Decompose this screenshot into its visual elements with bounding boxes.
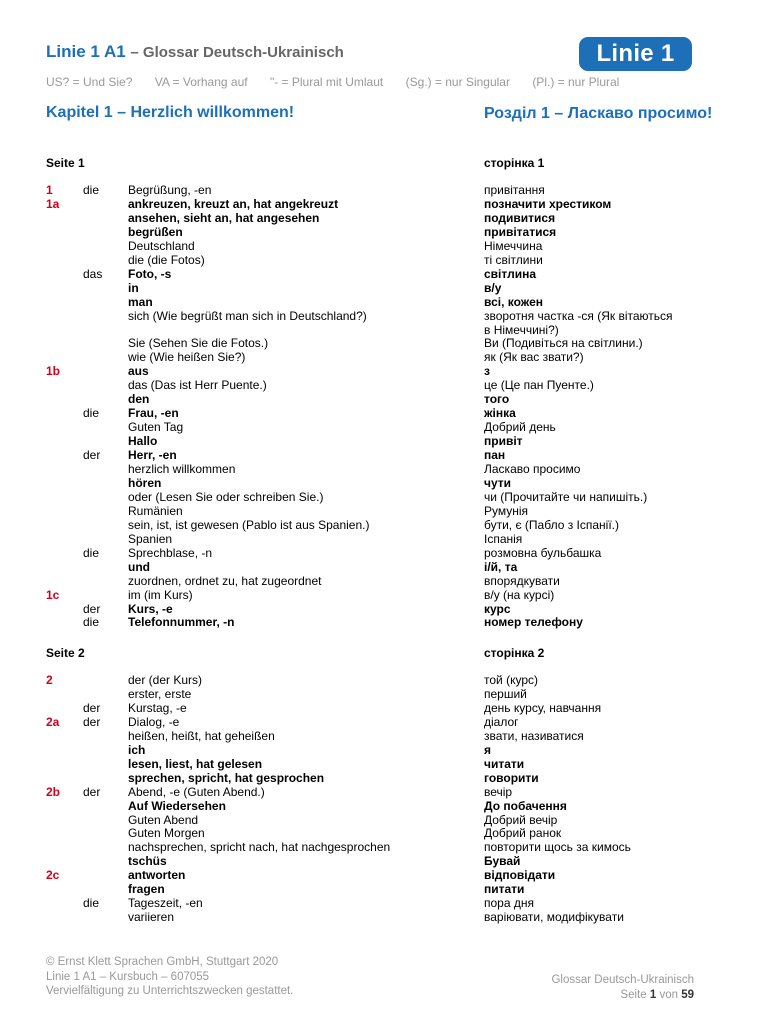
entry-german: herzlich willkommen bbox=[128, 462, 236, 476]
entry-german: aus bbox=[128, 364, 149, 379]
entry-german: das (Das ist Herr Puente.) bbox=[128, 378, 267, 393]
glossary-entry bbox=[0, 225, 768, 239]
section-heading-german: Seite 1 bbox=[46, 156, 85, 170]
entry-ukrainian: впорядкувати bbox=[484, 573, 560, 588]
entry-ukrainian: курс bbox=[484, 601, 511, 616]
entry-article: die bbox=[83, 183, 100, 197]
glossary-entry bbox=[0, 350, 768, 364]
glossary-entry bbox=[0, 434, 768, 448]
footer-title: Glossar Deutsch-Ukrainisch bbox=[551, 974, 694, 986]
glossary-entry bbox=[0, 211, 768, 225]
entry-german: die (die Fotos) bbox=[128, 252, 205, 267]
glossary-entry bbox=[0, 364, 768, 378]
entry-german: zuordnen, ordnet zu, hat zugeordnet bbox=[128, 573, 322, 588]
entry-german: man bbox=[128, 294, 153, 309]
glossary-entry bbox=[0, 771, 768, 785]
glossary-entry bbox=[0, 826, 768, 840]
entry-ukrainian: це (Це пан Пуенте.) bbox=[484, 378, 594, 393]
glossary-entry bbox=[0, 574, 768, 588]
chapter-title-german: Kapitel 1 – Herzlich willkommen! bbox=[46, 104, 295, 121]
section-heading-ukrainian: сторінка 2 bbox=[484, 646, 545, 660]
entry-german: variieren bbox=[128, 910, 175, 925]
glossary-entry bbox=[0, 854, 768, 868]
glossary-entry bbox=[0, 281, 768, 295]
entry-number: 2c bbox=[46, 868, 60, 883]
entry-german: Dialog, -e bbox=[128, 714, 180, 729]
entry-ukrainian: в/у bbox=[484, 280, 502, 295]
entry-german: begrüßen bbox=[128, 224, 183, 239]
legend-item: VA = Vorhang auf bbox=[154, 75, 248, 89]
entry-ukrainian: Румунія bbox=[484, 503, 529, 518]
entry-german: Sie (Sehen Sie die Fotos.) bbox=[128, 336, 269, 351]
entry-article: die bbox=[83, 896, 100, 911]
entry-ukrainian: привіт bbox=[484, 434, 523, 449]
page-footer bbox=[551, 973, 694, 1002]
glossary-entry bbox=[0, 420, 768, 434]
entry-ukrainian: і/й, та bbox=[484, 559, 518, 574]
entry-ukrainian: чи (Прочитайте чи напишіть.) bbox=[484, 489, 648, 504]
entry-article: das bbox=[83, 266, 103, 281]
entry-ukrainian: розмовна бульбашка bbox=[484, 545, 602, 560]
entry-article: der bbox=[83, 601, 101, 616]
glossary-entry bbox=[0, 308, 768, 337]
entry-article: der bbox=[83, 714, 101, 729]
entry-article: der bbox=[83, 784, 101, 799]
entry-german: sprechen, spricht, hat gesprochen bbox=[128, 770, 325, 785]
legend-item: (Pl.) = nur Plural bbox=[532, 75, 620, 89]
entry-ukrainian: питати bbox=[484, 882, 525, 897]
glossary-entry bbox=[0, 490, 768, 504]
glossary-entry bbox=[0, 757, 768, 771]
entry-ukrainian: Іспанія bbox=[484, 531, 523, 546]
entry-ukrainian: відповідати bbox=[484, 868, 556, 883]
glossary-entry bbox=[0, 336, 768, 350]
entry-ukrainian: того bbox=[484, 392, 510, 407]
entry-ukrainian: пора дня bbox=[484, 896, 534, 911]
glossary-entry bbox=[0, 476, 768, 490]
entry-german: Hallo bbox=[128, 434, 158, 449]
entry-ukrainian: варіювати, модифікувати bbox=[484, 910, 624, 925]
entry-german: den bbox=[128, 392, 150, 407]
entry-ukrainian: повторити щось за кимось bbox=[484, 840, 631, 855]
entry-ukrainian: перший bbox=[484, 686, 527, 701]
entry-ukrainian: говорити bbox=[484, 770, 539, 785]
entry-ukrainian: той (курс) bbox=[484, 673, 538, 687]
entry-number: 2a bbox=[46, 714, 60, 729]
entry-german: Telefonnummer, -n bbox=[128, 615, 235, 630]
entry-german: Auf Wiedersehen bbox=[128, 798, 226, 813]
linie-1-logo: Linie 1 bbox=[579, 37, 692, 71]
glossary-entry bbox=[0, 729, 768, 743]
entry-ukrainian: зворотня частка -ся (Як вітаються bbox=[484, 308, 673, 323]
entry-ukrainian: день курсу, навчання bbox=[484, 700, 602, 715]
glossary-entry bbox=[0, 896, 768, 910]
entry-ukrainian: Добрий ранок bbox=[484, 826, 562, 841]
entry-ukrainian: привітання bbox=[484, 183, 545, 197]
glossary-entry bbox=[0, 868, 768, 882]
glossary-entry bbox=[0, 183, 768, 197]
entry-ukrainian: читати bbox=[484, 756, 525, 771]
glossary-entry bbox=[0, 615, 768, 629]
entry-german: Kurstag, -e bbox=[128, 700, 187, 715]
entry-ukrainian: До побачення bbox=[484, 798, 567, 813]
entry-german: Begrüßung, -en bbox=[128, 183, 212, 197]
legend-item: "- = Plural mit Umlaut bbox=[269, 75, 384, 89]
glossary-entry bbox=[0, 785, 768, 799]
glossary-entry bbox=[0, 392, 768, 406]
entry-german: oder (Lesen Sie oder schreiben Sie.) bbox=[128, 489, 324, 504]
entry-ukrainian: жінка bbox=[484, 406, 516, 421]
reproduction-note: Vervielfältigung zu Unterrichtszwecken gestattet. bbox=[46, 985, 294, 997]
glossary-entry bbox=[0, 197, 768, 211]
glossary-entry bbox=[0, 448, 768, 462]
entry-german: Tageszeit, -en bbox=[128, 896, 203, 911]
entry-german: ansehen, sieht an, hat angesehen bbox=[128, 210, 320, 225]
entry-german: Kurs, -e bbox=[128, 601, 173, 616]
entry-german: Sprechblase, -n bbox=[128, 545, 213, 560]
entry-german: Guten Abend bbox=[128, 812, 199, 827]
entry-german: Guten Morgen bbox=[128, 826, 205, 841]
glossary-entry bbox=[0, 813, 768, 827]
glossary-entry bbox=[0, 253, 768, 267]
entry-number: 2 bbox=[46, 673, 53, 687]
glossary-subtitle: – Glossar Deutsch-Ukrainisch bbox=[130, 44, 344, 61]
glossary-entry bbox=[0, 602, 768, 616]
glossary-entry bbox=[0, 910, 768, 924]
copyright-footer bbox=[46, 955, 293, 999]
entry-german: Deutschland bbox=[128, 238, 195, 253]
entry-german: heißen, heißt, hat geheißen bbox=[128, 728, 275, 743]
glossary-entry bbox=[0, 701, 768, 715]
copyright-line: © Ernst Klett Sprachen GmbH, Stuttgart 2020 bbox=[46, 956, 279, 968]
glossary-entry bbox=[0, 743, 768, 757]
entry-german: Spanien bbox=[128, 531, 173, 546]
entry-number: 2b bbox=[46, 784, 61, 799]
chapter-title-ukrainian: Розділ 1 – Ласкаво просимо! bbox=[484, 105, 713, 122]
entry-number: 1 bbox=[46, 183, 53, 197]
glossary-entry bbox=[0, 462, 768, 476]
entry-ukrainian: подивитися bbox=[484, 210, 556, 225]
entry-german: erster, erste bbox=[128, 686, 192, 701]
entry-ukrainian: Добрий день bbox=[484, 420, 556, 435]
glossary-entry bbox=[0, 840, 768, 854]
glossary-entry bbox=[0, 560, 768, 574]
glossary-entry bbox=[0, 378, 768, 392]
glossary-entry bbox=[0, 295, 768, 309]
glossary-entry bbox=[0, 882, 768, 896]
entry-ukrainian: привітатися bbox=[484, 224, 557, 239]
entry-article: der bbox=[83, 700, 101, 715]
glossary-entry bbox=[0, 715, 768, 729]
entry-ukrainian: в/у (на курсі) bbox=[484, 587, 555, 602]
entry-german: der (der Kurs) bbox=[128, 673, 203, 687]
glossary-entry bbox=[0, 239, 768, 253]
entry-german: im (im Kurs) bbox=[128, 587, 193, 602]
glossary-entry bbox=[0, 588, 768, 602]
entry-german: Abend, -e (Guten Abend.) bbox=[128, 784, 265, 799]
glossary-entry bbox=[0, 518, 768, 532]
entry-ukrainian: всі, кожен bbox=[484, 294, 544, 309]
entry-german: Herr, -en bbox=[128, 448, 177, 463]
entry-german: sein, ist, ist gewesen (Pablo ist aus Spanien.) bbox=[128, 517, 370, 532]
entry-german: und bbox=[128, 559, 150, 574]
glossary-entry bbox=[0, 532, 768, 546]
glossary-entry bbox=[0, 504, 768, 518]
entry-article: die bbox=[83, 545, 100, 560]
entry-ukrainian: Німеччина bbox=[484, 238, 543, 253]
section-heading-ukrainian: сторінка 1 bbox=[484, 156, 545, 170]
entry-german: Guten Tag bbox=[128, 420, 184, 435]
entry-ukrainian: бути, є (Пабло з Іспанії.) bbox=[484, 517, 620, 532]
entry-ukrainian: номер телефону bbox=[484, 615, 583, 630]
entry-german: antworten bbox=[128, 868, 186, 883]
entry-ukrainian: Ви (Подивіться на світлини.) bbox=[484, 336, 643, 351]
entry-ukrainian: з bbox=[484, 364, 490, 379]
entry-number: 1c bbox=[46, 587, 60, 602]
entry-german: fragen bbox=[128, 882, 165, 897]
entry-ukrainian: Добрий вечір bbox=[484, 812, 558, 827]
entry-ukrainian: я bbox=[484, 742, 492, 757]
entry-german: Rumänien bbox=[128, 503, 183, 518]
section-heading-german: Seite 2 bbox=[46, 646, 85, 660]
entry-ukrainian: звати, називатися bbox=[484, 728, 584, 743]
header-title bbox=[46, 42, 344, 62]
entry-german: ankreuzen, kreuzt an, hat angekreuzt bbox=[128, 196, 339, 211]
entry-ukrainian: як (Як вас звати?) bbox=[484, 350, 584, 365]
entry-ukrainian: чути bbox=[484, 475, 512, 490]
entry-ukrainian: світлина bbox=[484, 266, 537, 281]
glossary-entry bbox=[0, 546, 768, 560]
entry-article: die bbox=[83, 406, 100, 421]
entry-german: lesen, liest, hat gelesen bbox=[128, 756, 263, 771]
entry-german: hören bbox=[128, 475, 162, 490]
glossary-entry bbox=[0, 406, 768, 420]
entry-ukrainian: ті світлини bbox=[484, 252, 543, 267]
entry-number: 1b bbox=[46, 364, 61, 379]
glossary-entry bbox=[0, 799, 768, 813]
legend-item: (Sg.) = nur Singular bbox=[405, 75, 510, 89]
entry-german: tschüs bbox=[128, 854, 167, 869]
entry-german: Frau, -en bbox=[128, 406, 179, 421]
entry-ukrainian: вечір bbox=[484, 784, 513, 799]
entry-german: nachsprechen, spricht nach, hat nachgesprochen bbox=[128, 840, 391, 855]
entry-german: ich bbox=[128, 742, 146, 757]
glossary-entry bbox=[0, 267, 768, 281]
entry-ukrainian-continued: в Німеччині?) bbox=[484, 322, 559, 337]
abbreviation-legend bbox=[46, 75, 638, 89]
entry-article: der bbox=[83, 448, 101, 463]
glossary-entry bbox=[0, 687, 768, 701]
entry-german: sich (Wie begrüßt man sich in Deutschland?) bbox=[128, 308, 367, 323]
entry-ukrainian: позначити хрестиком bbox=[484, 196, 612, 211]
page-number: Seite 1 von 59 bbox=[620, 988, 694, 1001]
entry-german: wie (Wie heißen Sie?) bbox=[128, 350, 246, 365]
entry-german: in bbox=[128, 280, 139, 295]
entry-german: Foto, -s bbox=[128, 266, 172, 281]
entry-ukrainian: Бувай bbox=[484, 854, 521, 869]
course-title: Linie 1 A1 bbox=[46, 42, 126, 61]
book-reference: Linie 1 A1 – Kursbuch – 607055 bbox=[46, 970, 210, 983]
entry-ukrainian: пан bbox=[484, 448, 506, 463]
entry-ukrainian: Ласкаво просимо bbox=[484, 462, 581, 476]
entry-article: die bbox=[83, 615, 100, 630]
legend-item: US? = Und Sie? bbox=[46, 75, 133, 89]
glossary-entry bbox=[0, 673, 768, 687]
entry-ukrainian: діалог bbox=[484, 714, 519, 729]
entry-number: 1a bbox=[46, 196, 60, 211]
